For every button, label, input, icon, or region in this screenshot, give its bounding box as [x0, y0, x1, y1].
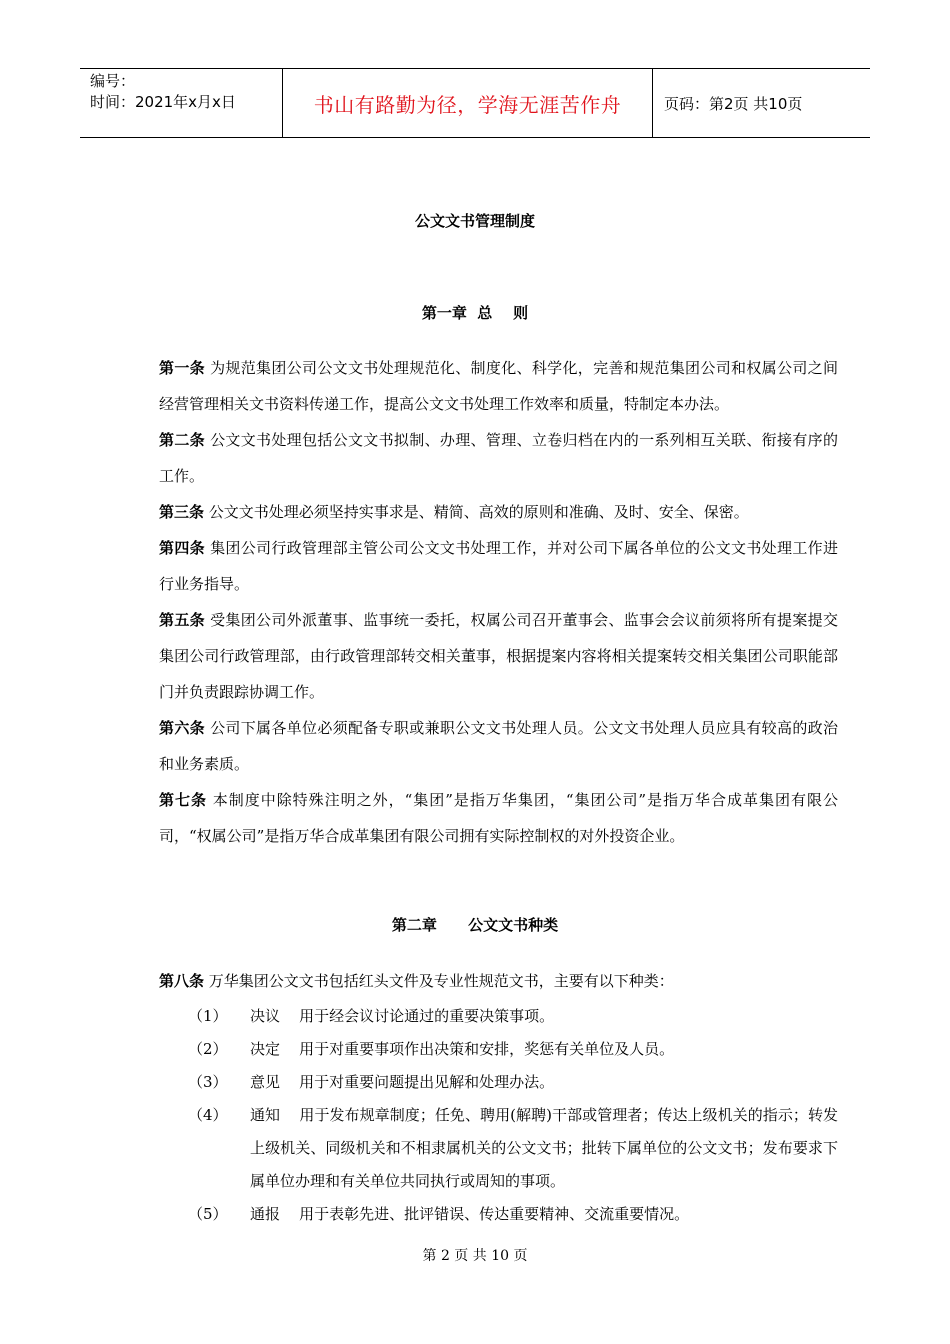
item-text: 决议 用于经会议讨论通过的重要决策事项。 [250, 1007, 555, 1025]
item-text: 通知 用于发布规章制度；任免、聘用(解聘)干部或管理者；传达上级机关的指示；转发上级机关、同级机关和不相隶属机关的公文文书；批转下属单位的公文文书；发布要求下属单位办理和有关单位共同执行或周知的事项。 [250, 1106, 838, 1190]
article-text: 受集团公司外派董事、监事统一委托，权属公司召开董事会、监事会会议前须将所有提案提交集团公司行政管理部，由行政管理部转交相关董事，根据提案内容将相关提案转交相关集团公司职能部门并负责跟踪协调工作。 [159, 611, 838, 701]
article-label: 第二条 [159, 431, 205, 449]
item-number: （4） [188, 1106, 228, 1124]
article-5 [114, 602, 838, 710]
article-8 [114, 963, 838, 999]
item-text: 通报 用于表彰先进、批评错误、传达重要精神、交流重要情况。 [250, 1205, 690, 1223]
list-item [114, 1000, 838, 1033]
article-text: 公文文书处理必须坚持实事求是、精简、高效的原则和准确、及时、安全、保密。 [208, 503, 749, 521]
article-label: 第一条 [159, 359, 205, 377]
article-text: 万华集团公文文书包括红头文件及专业性规范文书，主要有以下种类： [208, 972, 674, 990]
article-label: 第五条 [159, 611, 205, 629]
article-text: 公司下属各单位必须配备专职或兼职公文文书处理人员。公文文书处理人员应具有较高的政治和业务素质。 [159, 719, 838, 773]
article-label: 第八条 [159, 972, 205, 990]
article-label: 第六条 [159, 719, 205, 737]
article-text: 公文文书处理包括公文文书拟制、办理、管理、立卷归档在内的一系列相互关联、衔接有序的工作。 [159, 431, 838, 485]
article-text: 为规范集团公司公文文书处理规范化、制度化、科学化，完善和规范集团公司和权属公司之间经营管理相关文书资料传递工作，提高公文文书处理工作效率和质量，特制定本办法。 [159, 359, 838, 413]
header-motto-cell [283, 69, 653, 137]
item-number: （5） [188, 1205, 228, 1223]
article-1 [114, 350, 838, 422]
item-text: 决定 用于对重要事项作出决策和安排，奖惩有关单位及人员。 [250, 1040, 675, 1058]
article-7 [114, 782, 838, 854]
document-type-list [114, 1000, 838, 1231]
article-label: 第四条 [159, 539, 205, 557]
document-title: 公文文书管理制度 [414, 212, 535, 230]
item-number: （2） [188, 1040, 228, 1058]
article-2 [114, 422, 838, 494]
list-item [114, 1033, 838, 1066]
item-text: 意见 用于对重要问题提出见解和处理办法。 [250, 1073, 555, 1091]
header-table [80, 68, 870, 138]
list-item [114, 1099, 838, 1198]
article-text: 集团公司行政管理部主管公司公文文书处理工作，并对公司下属各单位的公文文书处理工作进行业务指导。 [159, 539, 838, 593]
article-label: 第七条 [159, 791, 207, 809]
article-text: 本制度中除特殊注明之外，“集团”是指万华集团，“集团公司”是指万华合成革集团有限公司，“权属公司”是指万华合成革集团有限公司拥有实际控制权的对外投资企业。 [159, 791, 838, 845]
chapter2-heading: 第二章 公文文书种类 [391, 916, 559, 934]
chapter1-heading: 第一章 总 则 [421, 304, 529, 322]
article-6 [114, 710, 838, 782]
chapter1-body [114, 350, 838, 854]
article-label: 第三条 [159, 503, 205, 521]
time-label: 时间：2021年x月x日 [90, 93, 236, 111]
item-number: （3） [188, 1073, 228, 1091]
article-3 [114, 494, 838, 530]
page-info: 页码：第2页 共10页 [664, 94, 803, 113]
motto: 书山有路勤为径，学海无涯苦作舟 [313, 92, 622, 117]
list-item [114, 1198, 838, 1231]
list-item [114, 1066, 838, 1099]
article-4 [114, 530, 838, 602]
page-footer: 第 2 页 共 10 页 [422, 1248, 528, 1264]
number-label: 编号： [90, 72, 136, 90]
header-meta-cell [80, 69, 283, 137]
item-number: （1） [188, 1007, 228, 1025]
